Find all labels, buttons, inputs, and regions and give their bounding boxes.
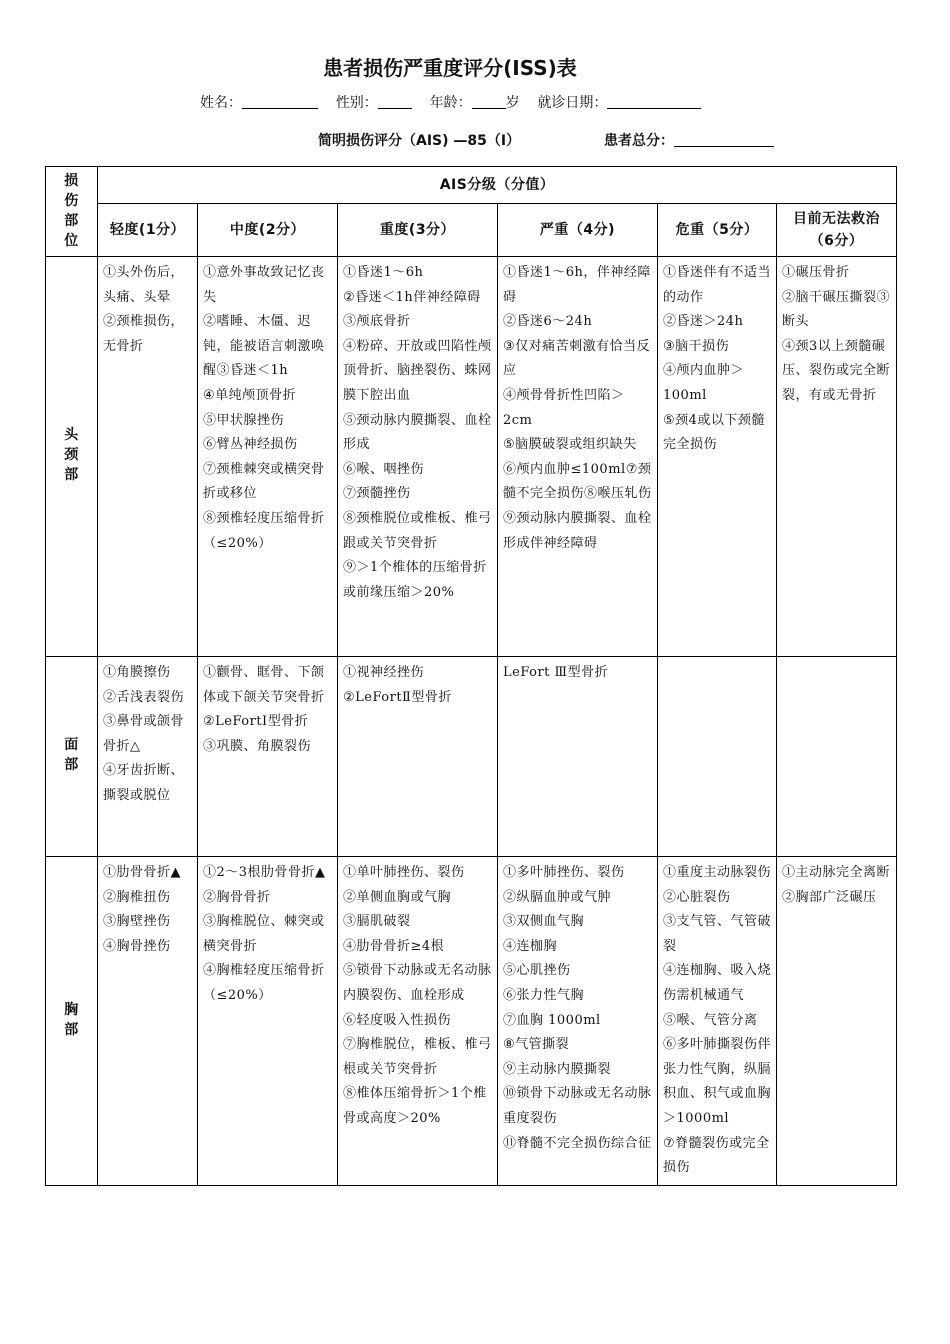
table-cell: ①角膜擦伤 ②舌浅表裂伤 ③鼻骨或颌骨骨折△ ④牙齿折断、撕裂或脱位 — [98, 657, 198, 857]
total-field[interactable] — [674, 132, 774, 147]
table-cell: ①2～3根肋骨骨折▲ ②胸骨骨折 ③胸椎脱位、棘突或横突骨折 ④胸椎轻度压缩骨折（≤20%） — [198, 857, 338, 1186]
total-label: 患者总分： — [604, 133, 674, 149]
header-row-ais — [46, 167, 897, 204]
table-row — [46, 857, 897, 1186]
ais-heading: 简明损伤评分（AIS) —85（Ⅰ） — [318, 133, 521, 149]
table-cell: ①主动脉完全离断 ②胸部广泛碾压 — [777, 857, 897, 1186]
table-cell — [777, 657, 897, 857]
level-header-3: 重度(3分） — [338, 204, 498, 257]
table-cell: ①单叶肺挫伤、裂伤 ②单侧血胸或气胸 ③膈肌破裂 ④肋骨骨折≥4根 ⑤锁骨下动脉或无名动脉内膜裂伤、血栓形成 ⑥轻度吸入性损伤 ⑦胸椎脱位，椎板、椎弓根或关节突骨折 ⑧椎体压缩骨折＞1个椎骨或高度＞20% — [338, 857, 498, 1186]
table-cell: ①多叶肺挫伤、裂伤 ②纵膈血肿或气肿 ③双侧血气胸 ④连枷胸 ⑤心肌挫伤 ⑥张力性气胸 ⑦血胸 1000ml ⑧气管撕裂 ⑨主动脉内膜撕裂 ⑩锁骨下动脉或无名动脉重度裂伤 ⑪脊髓不完全损伤综合征 — [498, 857, 658, 1186]
ais-header: AIS分级（分值） — [98, 167, 897, 204]
table-row — [46, 257, 897, 657]
iss-table — [45, 166, 897, 1186]
level-header-5: 危重（5分） — [658, 204, 777, 257]
level-header-4: 严重（4分) — [498, 204, 658, 257]
region-cell: 头颈部 — [46, 257, 98, 657]
table-cell: ①昏迷1～6h，伴神经障碍 ②昏迷6～24h ③仅对痛苦刺激有恰当反应 ④颅骨骨折性凹陷＞2cm ⑤脑膜破裂或组织缺失 ⑥颅内血肿≤100ml⑦颈髓不完全损伤⑧喉压轧伤 ⑨颈动脉内膜撕裂、血栓形成伴神经障碍 — [498, 257, 658, 657]
region-header: 损伤部位 — [46, 167, 98, 257]
level-header-1: 轻度(1分） — [98, 204, 198, 257]
table-cell: ①昏迷1～6h ②昏迷＜1h伴神经障碍 ③颅底骨折 ④粉碎、开放或凹陷性颅顶骨折、脑挫裂伤、蛛网膜下腔出血 ⑤颈动脉内膜撕裂、血栓形成 ⑥喉、咽挫伤 ⑦颈髓挫伤 ⑧颈椎脱位或椎板、椎弓跟或关节突骨折 ⑨＞1个椎体的压缩骨折或前缘压缩＞20% — [338, 257, 498, 657]
table-cell — [658, 657, 777, 857]
name-field[interactable] — [242, 94, 318, 109]
table-row — [46, 657, 897, 857]
table-cell: ①重度主动脉裂伤 ②心脏裂伤 ③支气管、气管破裂 ④连枷胸、吸入烧伤需机械通气 ⑤喉、气管分离 ⑥多叶肺撕裂伤伴张力性气胸，纵膈积血、积气或血胸＞1000ml ⑦脊髓裂伤或完全损伤 — [658, 857, 777, 1186]
level-header-2: 中度(2分） — [198, 204, 338, 257]
age-field[interactable] — [472, 94, 506, 109]
header-row-levels — [46, 204, 897, 257]
visit-date-label: 就诊日期： — [537, 95, 608, 111]
age-label: 年龄： — [429, 95, 472, 111]
page-title: 患者损伤严重度评分(ISS)表 — [323, 56, 577, 80]
patient-total — [604, 130, 774, 150]
region-cell: 胸部 — [46, 857, 98, 1186]
sex-label: 性别： — [335, 95, 378, 111]
table-cell: ①头外伤后，头痛、头晕 ②颈椎损伤，无骨折 — [98, 257, 198, 657]
level-header-6: 目前无法救治（6分） — [777, 204, 897, 257]
table-cell: ①碾压骨折 ②脑干碾压撕裂③断头 ④颈3以上颈髓碾压、裂伤或完全断裂，有或无骨折 — [777, 257, 897, 657]
table-cell: ①昏迷伴有不适当的动作 ②昏迷＞24h ③脑干损伤 ④颅内血肿＞100ml ⑤颈4或以下颈髓完全损伤 — [658, 257, 777, 657]
visit-date-field[interactable] — [607, 94, 701, 109]
table-cell: ①肋骨骨折▲ ②胸椎扭伤 ③胸壁挫伤 ④胸骨挫伤 — [98, 857, 198, 1186]
table-cell: ①颧骨、眶骨、下颌体或下颌关节突骨折 ②LeFortⅠ型骨折 ③巩膜、角膜裂伤 — [198, 657, 338, 857]
table-cell: LeFort Ⅲ型骨折 — [498, 657, 658, 857]
table-cell: ①意外事故致记忆丧失 ②嗜睡、木僵、迟钝，能被语言刺激唤醒③昏迷＜1h ④单纯颅顶骨折 ⑤甲状腺挫伤 ⑥臂丛神经损伤 ⑦颈椎棘突或横突骨折或移位 ⑧颈椎轻度压缩骨折（≤20%） — [198, 257, 338, 657]
sex-field[interactable] — [378, 94, 412, 109]
age-unit: 岁 — [505, 95, 520, 111]
region-cell: 面部 — [46, 657, 98, 857]
name-label: 姓名： — [200, 95, 242, 111]
table-cell: ①视神经挫伤 ②LeFortⅡ型骨折 — [338, 657, 498, 857]
patient-info-line — [200, 92, 701, 112]
